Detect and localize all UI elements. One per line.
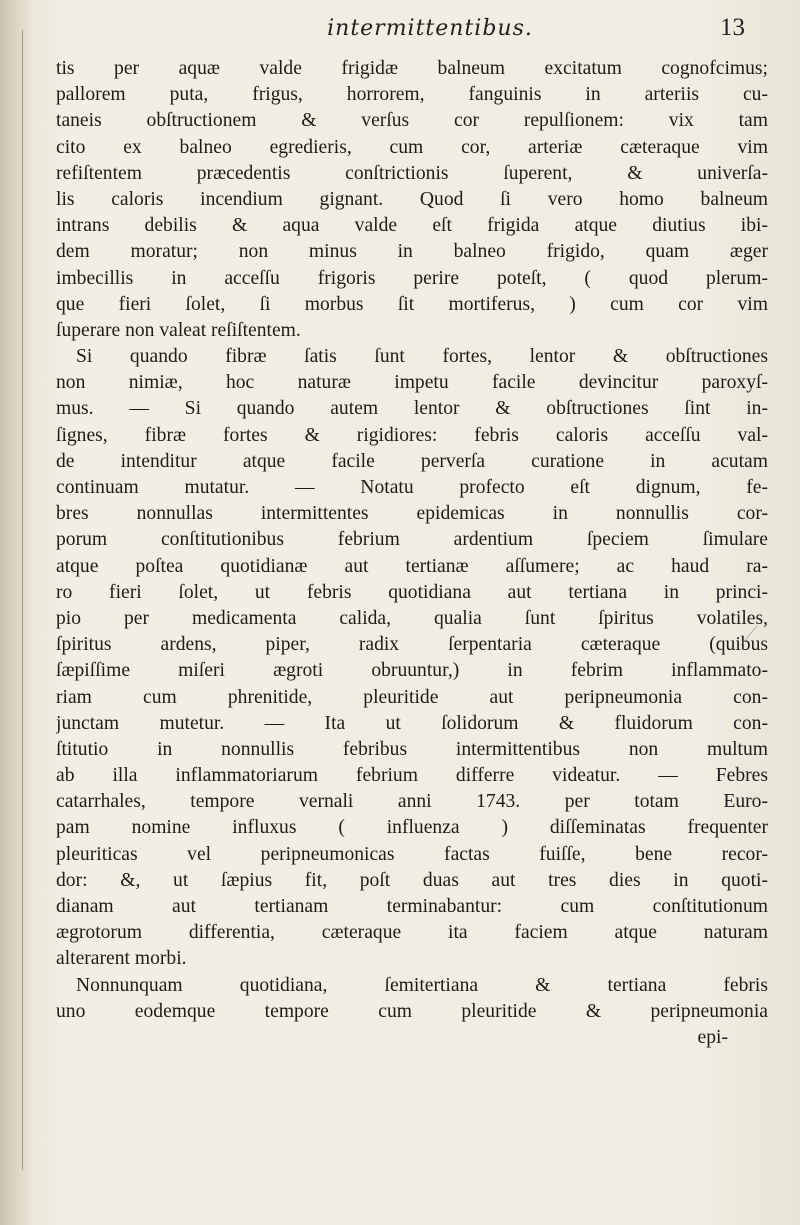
gutter-shadow-line: [22, 30, 23, 1170]
text-line: refiſtentem præcedentis conſtrictionis ſuperent, & univerſa-: [56, 162, 768, 184]
text-line: atque poſtea quotidianæ aut tertianæ aſſumere; ac haud ra-: [56, 555, 768, 577]
text-line: mus. — Si quando autem lentor & obſtructiones ſint in-: [56, 398, 768, 420]
text-line: dianam aut tertianam terminabantur: cum conſtitutionum: [56, 896, 768, 917]
text-line: pio per medicamenta calida, qualia ſunt ſpiritus volatiles,: [56, 607, 768, 629]
text-line: cito ex balneo egredieris, cum cor, arteriæ cæteraque vim: [56, 136, 768, 158]
text-line: pallorem puta, frigus, horrorem, fanguinis in arteriis cu-: [56, 84, 768, 106]
text-line: non nimiæ, hoc naturæ impetu facile devincitur paroxyſ-: [56, 372, 768, 394]
text-line: riam cum phrenitide, pleuritide aut peripneumonia con-: [56, 686, 768, 708]
text-line: pam nomine influxus ( influenza ) diſſeminatas frequenter: [56, 817, 768, 839]
text-line: ro fieri ſolet, ut febris quotidiana aut tertiana in princi-: [56, 581, 768, 603]
text-line: ſuperare non valeat reſiſtentem.: [56, 319, 301, 341]
text-line: bres nonnullas intermittentes epidemicas in nonnullis cor-: [56, 503, 768, 525]
text-line: pleuriticas vel peripneumonicas factas fuiſſe, bene recor-: [56, 843, 768, 865]
text-line: Nonnunquam quotidiana, ſemitertiana & tertiana febris: [76, 974, 768, 996]
text-line: ſtitutio in nonnullis febribus intermittentibus non multum: [56, 738, 768, 760]
text-line: intrans debilis & aqua valde eſt frigida atque diutius ibi-: [56, 215, 768, 237]
text-line: lis caloris incendium gignant. Quod ſi vero homo balneum: [56, 188, 768, 210]
text-line: ægrotorum differentia, cæteraque ita faciem atque naturam: [56, 922, 768, 944]
text-line: ſignes, fibræ fortes & rigidiores: febris caloris acceſſu val-: [56, 424, 768, 446]
text-line: ſæpiſſime miſeri ægroti obruuntur,) in febrim inflammato-: [56, 660, 768, 682]
text-line: Si quando fibræ ſatis ſunt fortes, lentor & obſtructiones: [76, 346, 768, 368]
text-line: continuam mutatur. — Notatu profecto eſt dignum, fe-: [56, 477, 768, 498]
catchword: epi-: [697, 1026, 728, 1048]
text-line: dem moratur; non minus in balneo frigido, quam æger: [56, 241, 768, 263]
text-line: uno eodemque tempore cum pleuritide & peripneumonia: [56, 1000, 768, 1022]
text-line: ſpiritus ardens, piper, radix ſerpentaria cæteraque (quibus: [56, 634, 768, 656]
text-line: que fieri ſolet, ſi morbus ſit mortiferus, ) cum cor vim: [56, 293, 768, 315]
running-head: intermittentibus.: [327, 16, 533, 41]
text-line: dor: &, ut ſæpius fit, poſt duas aut tres dies in quoti-: [56, 869, 768, 891]
page-gutter: [0, 0, 30, 1225]
text-line: junctam mutetur. — Ita ut ſolidorum & fluidorum con-: [56, 712, 768, 734]
text-line: tis per aquæ valde frigidæ balneum excitatum cognofcimus;: [56, 58, 768, 79]
text-line: porum conſtitutionibus febrium ardentium ſpeciem ſimulare: [56, 529, 768, 551]
body-text: [56, 56, 768, 1051]
text-line: alterarent morbi.: [56, 948, 187, 970]
text-line: catarrhales, tempore vernali anni 1743. per totam Euro-: [56, 791, 768, 813]
text-line: imbecillis in acceſſu frigoris perire poteſt, ( quod plerum-: [56, 267, 768, 289]
text-line: de intenditur atque facile perverſa curatione in acutam: [56, 450, 768, 472]
text-line: ab illa inflammatoriarum febrium differre videatur. — Febres: [56, 765, 768, 787]
text-line: taneis obſtructionem & verſus cor repulſionem: vix tam: [56, 110, 768, 132]
page-number: 13: [720, 14, 745, 41]
page-header: [0, 14, 800, 50]
